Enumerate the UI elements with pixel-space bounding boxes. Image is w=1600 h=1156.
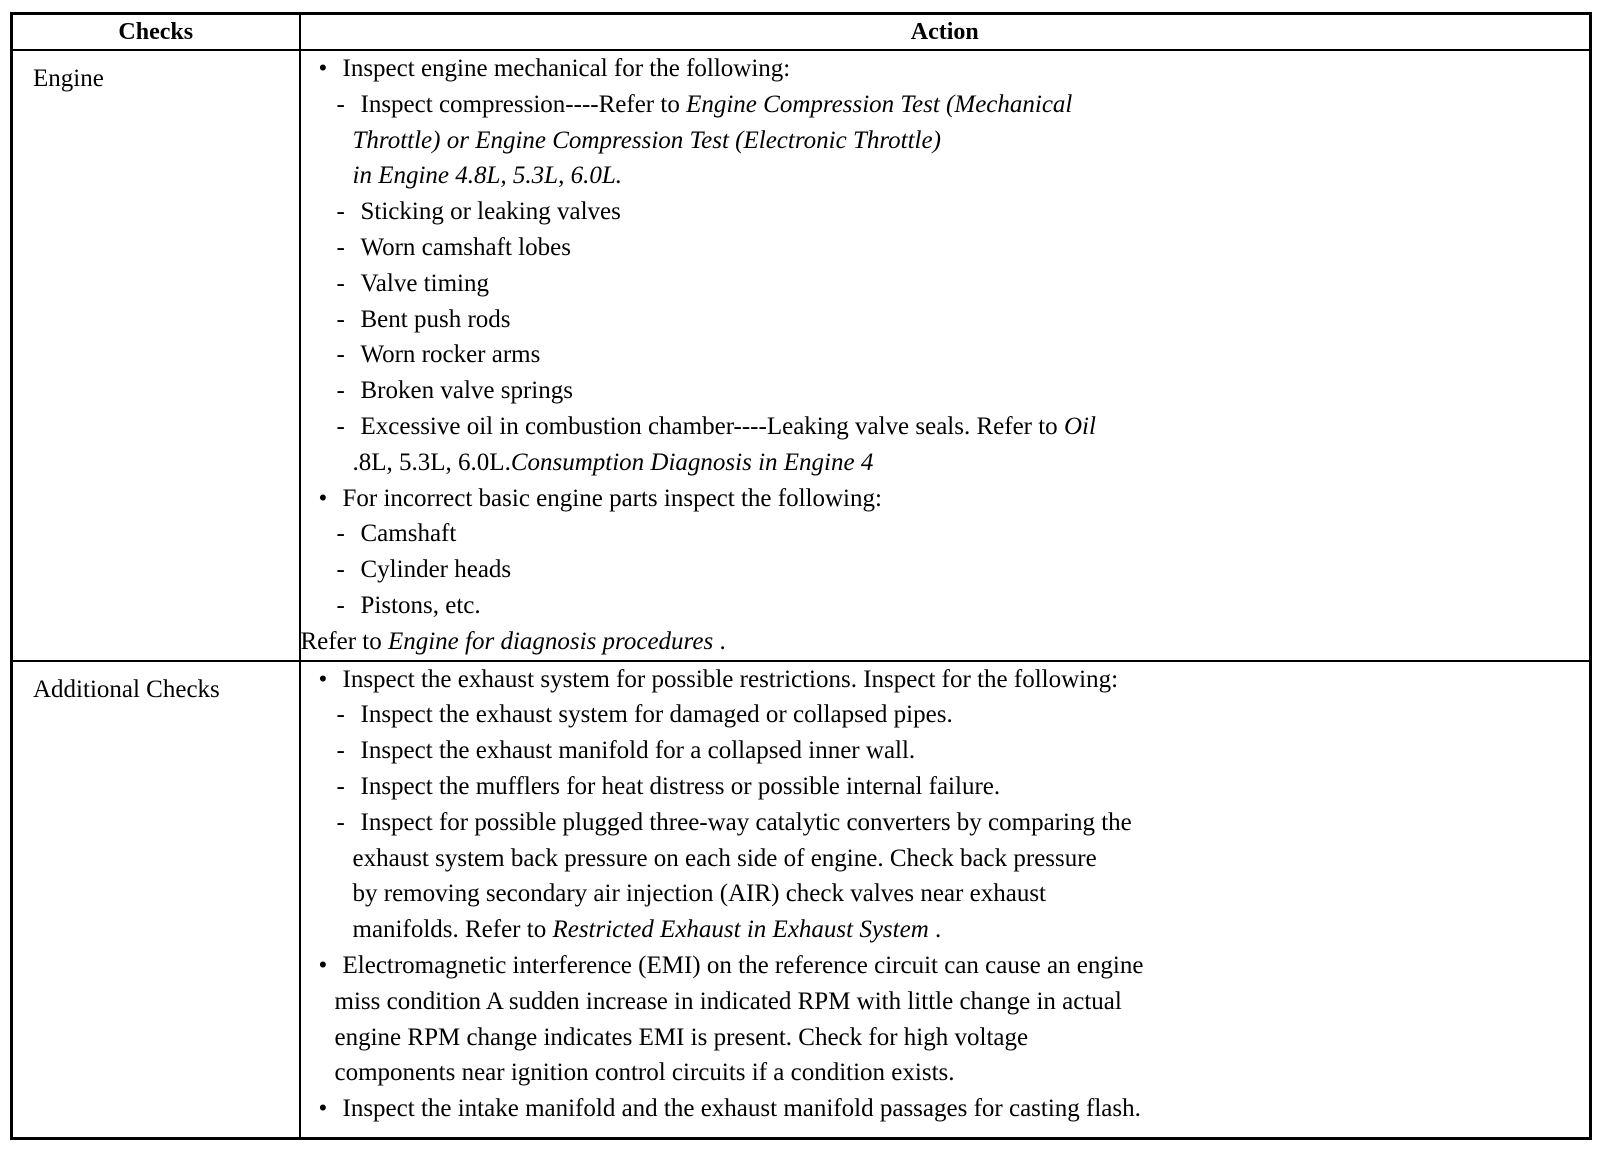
action-line: [301, 1091, 1590, 1127]
line-text: Excessive oil in combustion chamber----Leaking valve seals. Refer to: [360, 412, 1064, 440]
action-line: [301, 445, 1590, 481]
action-lines: [301, 51, 1590, 660]
reference-text: Oil: [1063, 412, 1096, 440]
line-text: Camshaft: [360, 520, 457, 548]
dash-icon: -: [336, 556, 345, 584]
line-text: Inspect engine mechanical for the following:: [342, 55, 791, 82]
check-label: Engine: [33, 65, 104, 92]
action-line: [301, 912, 1590, 948]
line-text: Bent push rods: [360, 305, 511, 333]
line-text: Inspect the exhaust system for possible restrictions. Inspect for the following:: [342, 665, 1119, 693]
action-line: [301, 373, 1590, 409]
dash-icon: -: [336, 90, 345, 118]
line-text: Inspect the exhaust manifold for a collapsed inner wall.: [360, 737, 916, 765]
reference-text: Throttle) or Engine Compression Test (Electronic Throttle): [352, 126, 941, 154]
dash-icon: -: [336, 305, 345, 333]
action-lines: [301, 662, 1590, 1127]
action-line: [301, 266, 1590, 302]
line-text: Electromagnetic interference (EMI) on the reference circuit can cause an engine: [342, 951, 1144, 979]
action-line: [301, 1020, 1590, 1056]
dash-icon: -: [336, 198, 345, 226]
line-text: Inspect compression----Refer to: [360, 90, 687, 118]
action-line: [301, 409, 1590, 445]
line-text: .: [928, 916, 942, 944]
line-text: Pistons, etc.: [360, 591, 481, 619]
check-label: Additional Checks: [33, 675, 220, 703]
action-line: [301, 158, 1590, 194]
action-line: [301, 230, 1590, 266]
header-checks: Checks: [12, 14, 300, 51]
line-text: engine RPM change indicates EMI is present. Check for high voltage: [334, 1023, 1029, 1051]
action-line: [301, 841, 1590, 877]
dash-icon: -: [336, 412, 345, 440]
action-line: [301, 337, 1590, 373]
line-text: Inspect the mufflers for heat distress or possible internal failure.: [360, 772, 1001, 800]
line-text: exhaust system back pressure on each side of engine. Check back pressure: [352, 844, 1097, 872]
action-line: [301, 588, 1590, 624]
bullet-icon: •: [318, 484, 328, 512]
line-text: Valve timing: [360, 269, 489, 297]
dash-icon: -: [336, 233, 345, 261]
action-line: [301, 662, 1590, 698]
table-row: [12, 50, 1591, 661]
bullet-icon: •: [318, 951, 328, 979]
action-line: [301, 51, 1590, 87]
reference-text: Engine Compression Test (Mechanical: [686, 90, 1073, 118]
bullet-icon: •: [318, 55, 328, 82]
dash-icon: -: [336, 701, 345, 729]
reference-text: Engine for diagnosis procedures: [387, 627, 714, 655]
line-text: Refer to: [300, 627, 388, 655]
line-text: manifolds. Refer to: [352, 916, 553, 944]
line-text: by removing secondary air injection (AIR) check valves near exhaust: [352, 880, 1046, 908]
action-line: [301, 733, 1590, 769]
line-text: Worn camshaft lobes: [360, 233, 571, 261]
line-text: For incorrect basic engine parts inspect the following:: [342, 484, 882, 512]
action-line: [301, 194, 1590, 230]
action-line: [301, 697, 1590, 733]
action-line: [301, 516, 1590, 552]
action-line: [301, 302, 1590, 338]
bullet-icon: •: [318, 1095, 328, 1123]
dash-icon: -: [336, 377, 345, 405]
table-row: [12, 661, 1591, 1139]
line-text: Inspect the intake manifold and the exhaust manifold passages for casting flash.: [342, 1095, 1141, 1123]
action-line: [301, 552, 1590, 588]
line-text: Sticking or leaking valves: [360, 198, 621, 226]
line-text: miss condition A sudden increase in indicated RPM with little change in actual: [334, 987, 1122, 1015]
check-cell: [12, 661, 300, 1139]
dash-icon: -: [336, 808, 345, 836]
checks-action-table: [10, 12, 1592, 1140]
dash-icon: -: [336, 772, 345, 800]
bullet-icon: •: [318, 665, 328, 693]
action-line: [301, 805, 1590, 841]
dash-icon: -: [336, 341, 345, 369]
action-line: [301, 1055, 1590, 1091]
reference-text: Consumption Diagnosis in Engine 4: [510, 448, 874, 476]
line-text: .8L, 5.3L, 6.0L.: [352, 448, 511, 476]
action-line: [301, 123, 1590, 159]
line-text: components near ignition control circuits if a condition exists.: [334, 1059, 955, 1087]
action-cell: [300, 661, 1591, 1139]
reference-text: Restricted Exhaust in Exhaust System: [552, 916, 929, 944]
line-text: .: [713, 627, 726, 655]
dash-icon: -: [336, 520, 345, 548]
action-line: [301, 87, 1590, 123]
action-line: [301, 876, 1590, 912]
header-action: Action: [300, 14, 1591, 51]
header-row: [12, 14, 1591, 51]
line-text: Worn rocker arms: [360, 341, 541, 369]
dash-icon: -: [336, 269, 345, 297]
line-text: Inspect for possible plugged three-way catalytic converters by comparing the: [360, 808, 1132, 836]
dash-icon: -: [336, 591, 345, 619]
action-line: [301, 624, 1590, 660]
line-text: Cylinder heads: [360, 556, 512, 584]
action-line: [301, 481, 1590, 517]
line-text: Broken valve springs: [360, 377, 573, 405]
action-line: [301, 769, 1590, 805]
reference-text: in Engine 4.8L, 5.3L, 6.0L.: [352, 162, 622, 190]
check-cell: [12, 50, 300, 661]
dash-icon: -: [336, 737, 345, 765]
action-cell: [300, 50, 1591, 661]
action-line: [301, 948, 1590, 984]
line-text: Inspect the exhaust system for damaged or collapsed pipes.: [360, 701, 953, 729]
action-line: [301, 984, 1590, 1020]
